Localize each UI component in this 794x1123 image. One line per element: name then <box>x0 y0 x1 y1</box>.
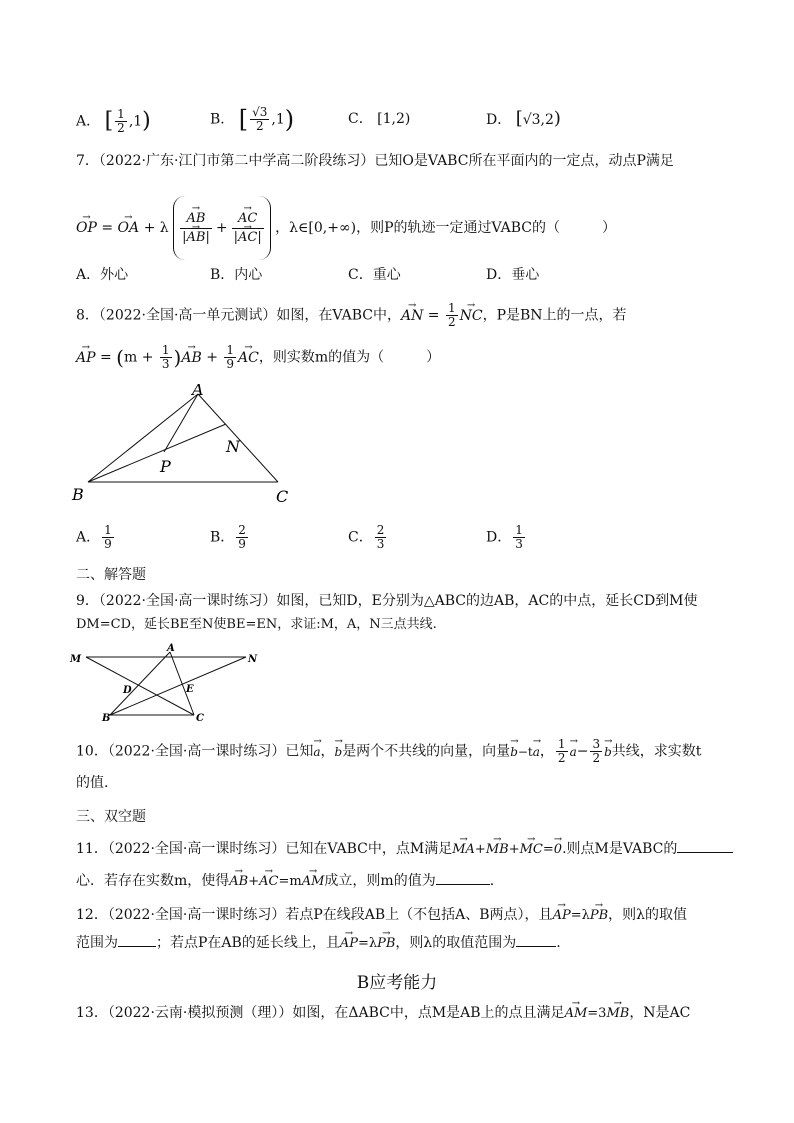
q6-option-d <box>486 108 561 131</box>
option-letter: B． <box>210 529 235 546</box>
q6-option-b: B． [ $\frac{√3}{2}$ ,1) <box>210 105 295 134</box>
q10-line-1: 10．（2022·全国·高一课时练习）已知→ a，→ b是两个不共线的向量，向量→ b−t→ a， $\frac{1}{2}$ → a− $\frac{3}{2}$ → b共线，求实数t <box>76 738 701 765</box>
option-b-value: [ <box>238 105 249 134</box>
label-a: A <box>167 643 175 654</box>
option-letter: D． <box>486 529 512 546</box>
q8-formula: → AP = (m + $\frac{1}{3}$ )→ AB + $\frac{1}{9}$ → AC，则实数m的值为（ ） <box>76 344 440 371</box>
q11-text: 成立，则m的值为 <box>324 873 436 889</box>
option-a-value: [ <box>104 108 114 134</box>
q7-option-b: B．内心 <box>210 267 263 283</box>
label-c: C <box>276 487 289 506</box>
q10-text: ， <box>539 743 554 760</box>
q12-text: 范围为 <box>76 935 118 951</box>
q9-line-2: DM=CD，延长BE至N使BE=EN，求证:M，A，N三点共线. <box>76 617 437 632</box>
option-c-value: [1,2) <box>377 111 411 127</box>
section-heading-2: 二、解答题 <box>76 567 146 583</box>
option-letter: A． <box>76 529 101 546</box>
label-c: C <box>196 713 204 724</box>
q8-triangle-diagram <box>70 384 300 510</box>
q8-formula-tail: ，则实数m的值为（ ） <box>258 349 441 366</box>
fraction: $\frac{1}{2}$ <box>117 107 125 135</box>
section-heading-b: B应考能力 <box>356 973 438 993</box>
option-b-value: $\frac{2}{9}$ <box>238 523 246 551</box>
q7-option-c: C．重心 <box>348 267 401 283</box>
label-p: P <box>160 457 171 476</box>
q10-text: 共线，求实数t <box>611 743 702 760</box>
fraction: $\frac{√3}{2}$ <box>252 105 268 133</box>
label-d: D <box>123 685 132 696</box>
q6-option-c <box>348 108 410 130</box>
q8-option-c <box>348 524 388 551</box>
label-n: N <box>248 654 258 665</box>
q8-option-b <box>210 524 250 551</box>
q11-line-1: 11．（2022·全国·高一课时练习）已知在VABC中，点M满足→ MA+→ MB+→ MC=→ 0.则点M是VABC的 <box>76 838 733 861</box>
q12-text: ，则λ的取值 <box>608 907 688 923</box>
label-b: B <box>102 713 111 724</box>
option-letter: A． <box>76 113 101 130</box>
q12-text: ；若点P在AB的延长线上，且 <box>156 935 340 951</box>
q12-text: ，则λ的取值范围为 <box>395 935 517 951</box>
q9-line-1: 9．（2022·全国·高一课时练习）如图，已知D，E分别为△ABC的边AB，AC的中点，延长CD到M使 <box>76 593 698 609</box>
answer-blank[interactable] <box>118 932 156 947</box>
side-ba <box>110 652 170 715</box>
label-n: N <box>226 437 240 456</box>
q7-option-d: D．垂心 <box>486 267 540 283</box>
answer-blank[interactable] <box>436 870 490 885</box>
option-letter: C． <box>348 529 373 546</box>
option-a-value: $\frac{1}{9}$ <box>104 523 112 551</box>
q11-text: . <box>489 873 495 889</box>
option-letter: D． <box>486 112 512 128</box>
segment-bn <box>88 424 226 482</box>
q10-text: ， <box>320 743 335 760</box>
answer-blank[interactable] <box>516 932 556 947</box>
q8-stem-part: 8．（2022·全国·高一单元测试）如图，在VABC中， <box>76 307 401 324</box>
q7-formula: → OP = → OA + λ → $\frac{AB}{|\to AB|}$ + → $\frac{AC}{|\to AC|}$ ，λ∈[0,+∞)，则P的轨迹一定通过VABC的（ ） <box>76 196 616 260</box>
label-m: M <box>70 654 82 665</box>
option-c-value: $\frac{2}{3}$ <box>376 523 385 551</box>
q10-text: 10．（2022·全国·高一课时练习）已知 <box>76 743 314 760</box>
q12-text: . <box>556 935 561 951</box>
side-ba <box>88 394 198 482</box>
label-b: B <box>72 485 84 504</box>
q7-stem: 7．（2022·广东·江门市第二中学高二阶段练习）已知O是VABC所在平面内的一定点，动点P满足 <box>76 153 674 169</box>
q11-text: 11．（2022·全国·高一课时练习）已知在VABC中，点M满足 <box>76 841 453 857</box>
q12-line-2: 范围为 ；若点P在AB的延长线上，且→ AP=λ→ PB，则λ的取值范围为 . <box>76 932 561 955</box>
q11-text: .则点M是VABC的 <box>562 841 678 857</box>
label-a: A <box>192 384 204 399</box>
q13-text: 13．（2022·云南·模拟预测（理））如图，在ΔABC中，点M是AB上的点且满足 <box>76 1005 565 1021</box>
answer-blank[interactable] <box>677 838 733 853</box>
q13-line: 13．（2022·云南·模拟预测（理））如图，在ΔABC中，点M是AB上的点且满足→ AM=3→ MB，N是AC <box>76 1002 690 1025</box>
q7-formula-tail: ，λ∈[0,+∞)，则P的轨迹一定通过VABC的（ ） <box>275 220 617 236</box>
q12-line-1: 12．（2022·全国·高一课时练习）若点P在线段AB上（不包括A、B两点），且→ AP=λ→ PB，则λ的取值 <box>76 904 687 927</box>
q11-line-2: 心．若存在实数m，使得→ AB+→ AC=m→ AM成立，则m的值为 . <box>76 870 494 893</box>
q9-diagram <box>68 640 268 724</box>
section-heading-3: 三、双空题 <box>76 809 146 825</box>
option-d-value: [√3,2) <box>515 108 561 129</box>
q8-option-a <box>76 524 116 551</box>
option-letter: B． <box>210 111 235 128</box>
q6-option-a: A． [ $\frac{1}{2}$ ,1) <box>76 107 151 135</box>
q12-text: 12．（2022·全国·高一课时练习）若点P在线段AB上（不包括A、B两点），且 <box>76 907 553 923</box>
q10-text: 是两个不共线的向量，向量 <box>342 743 511 760</box>
q7-option-a: A．外心 <box>76 267 129 283</box>
q8-option-d <box>486 524 527 551</box>
label-e: E <box>186 684 194 695</box>
q8-stem: 8．（2022·全国·高一单元测试）如图，在VABC中，→ AN = $\frac{1}{2}$ → NC，P是BN上的一点，若 <box>76 302 627 329</box>
q8-stem-part: ，P是BN上的一点，若 <box>482 307 627 324</box>
q10-line-2: 的值. <box>76 775 109 791</box>
q11-text: 心．若存在实数m，使得 <box>76 873 230 889</box>
option-d-value: $\frac{1}{3}$ <box>515 523 523 551</box>
option-letter: C． <box>348 111 373 127</box>
q13-text: ，N是AC <box>629 1005 691 1021</box>
